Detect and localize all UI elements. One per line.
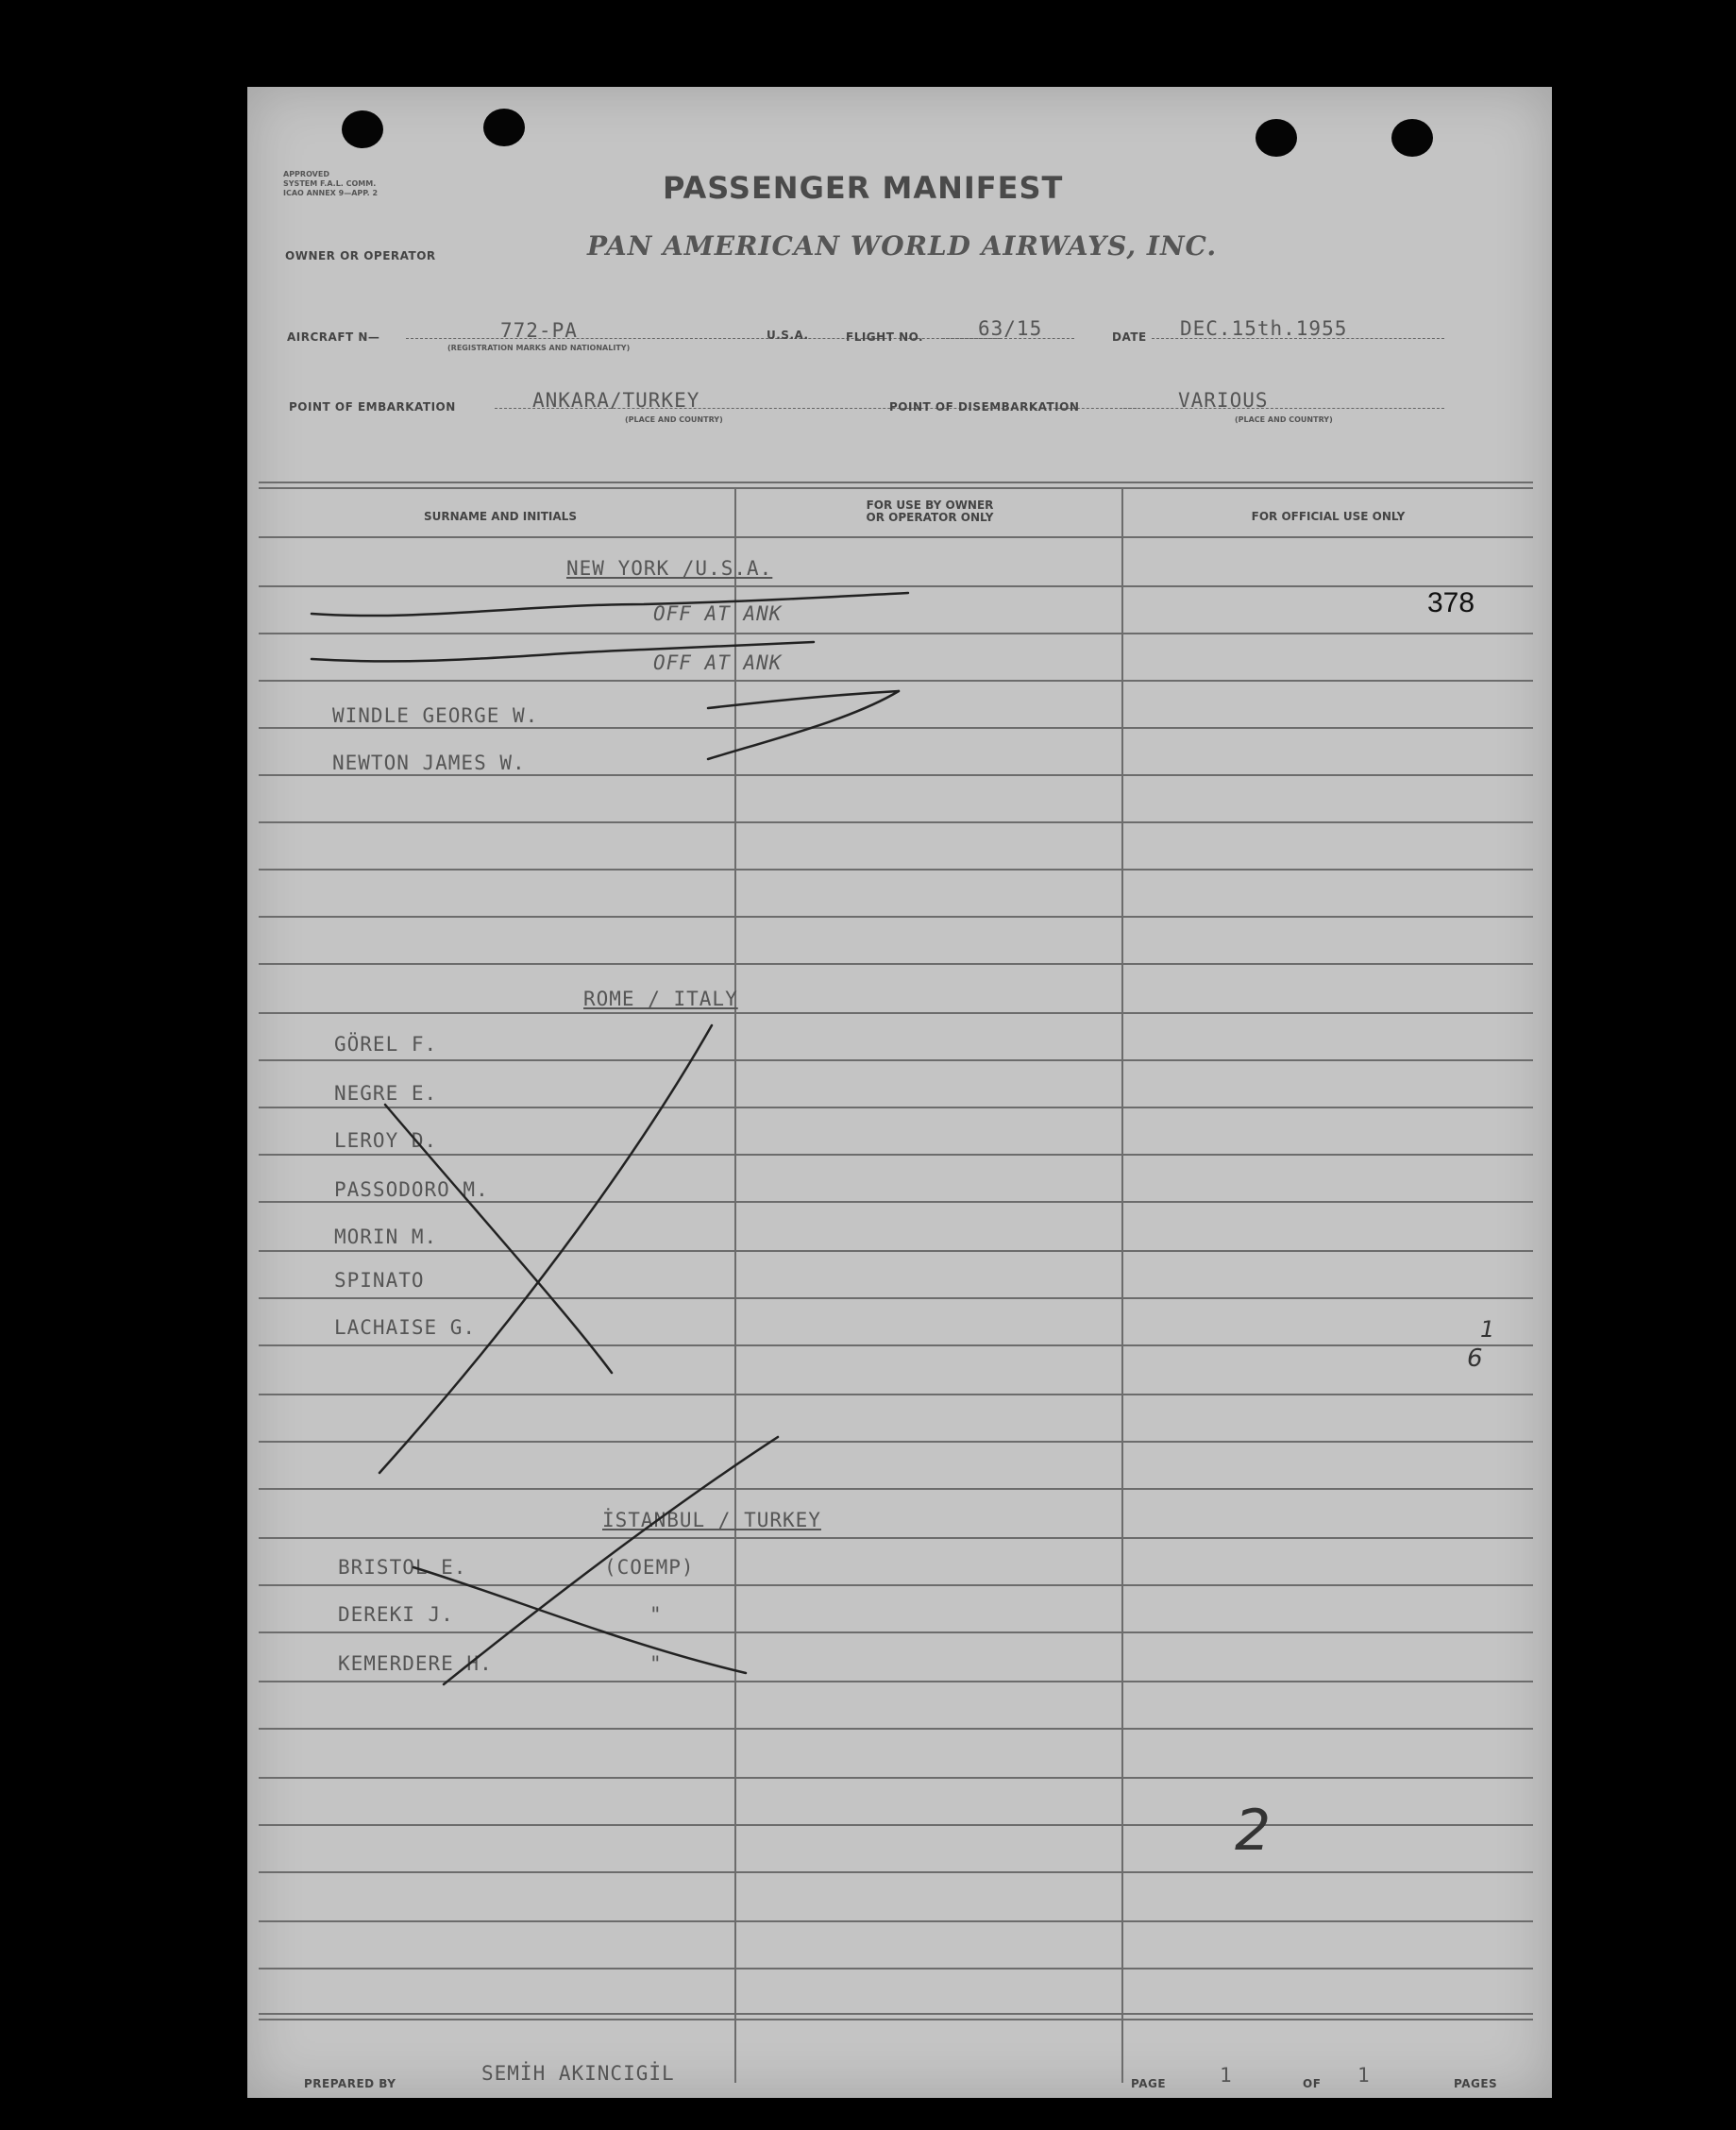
owner-label: OWNER OR OPERATOR	[285, 249, 436, 262]
form-title: PASSENGER MANIFEST	[663, 170, 1064, 206]
passenger-passodoro: PASSODORO M.	[334, 1178, 489, 1201]
passenger-off-1-note: OFF AT ANK	[653, 602, 783, 625]
passenger-leroy: LEROY D.	[334, 1129, 438, 1152]
column-header-official: FOR OFFICIAL USE ONLY	[1251, 510, 1406, 523]
column-header-operator-line1: FOR USE BY OWNER	[866, 499, 994, 512]
passenger-kemerdere: KEMERDERE H.	[338, 1652, 493, 1675]
passenger-negre: NEGRE E.	[334, 1082, 438, 1105]
approval-line-3: ICAO ANNEX 9—APP. 2	[283, 189, 379, 197]
of-label: OF	[1303, 2077, 1322, 2090]
section-istanbul: İSTANBUL / TURKEY	[602, 1509, 821, 1531]
handwritten-two: 2	[1235, 1798, 1272, 1864]
approval-line-2: SYSTEM F.A.L. COMM.	[283, 179, 377, 188]
page-label: PAGE	[1131, 2077, 1167, 2090]
date-label: DATE	[1112, 330, 1147, 344]
passenger-bristol-note: (COEMP)	[604, 1556, 695, 1579]
embarkation-value: ANKARA/TURKEY	[532, 389, 700, 412]
passenger-windle: WINDLE GEORGE W.	[332, 704, 539, 727]
pages-label: PAGES	[1454, 2077, 1498, 2090]
flight-value: 63/15	[978, 317, 1043, 340]
column-header-operator-line2: OR OPERATOR ONLY	[866, 511, 994, 524]
passenger-newton: NEWTON JAMES W.	[332, 752, 526, 774]
section-new-york: NEW YORK /U.S.A.	[566, 557, 773, 580]
passenger-morin: MORIN M.	[334, 1226, 438, 1248]
aircraft-value: 772-PA	[500, 319, 578, 342]
disembarkation-caption: (PLACE AND COUNTRY)	[1235, 415, 1333, 424]
passenger-spinato: SPINATO	[334, 1269, 425, 1292]
passenger-gorel: GÖREL F.	[334, 1033, 438, 1056]
embarkation-label: POINT OF EMBARKATION	[289, 400, 456, 414]
handwritten-cross-outs	[247, 87, 1552, 2098]
section-rome: ROME / ITALY	[583, 988, 738, 1010]
page-value: 1	[1220, 2064, 1233, 2087]
fraction-numerator: 1	[1480, 1316, 1495, 1343]
usa-label: U.S.A.	[767, 329, 809, 342]
manifest-sheet	[247, 87, 1552, 2098]
embarkation-caption: (PLACE AND COUNTRY)	[625, 415, 723, 424]
of-value: 1	[1357, 2064, 1371, 2087]
disembarkation-value: VARIOUS	[1178, 389, 1269, 412]
approval-line-1: APPROVED	[283, 170, 329, 178]
disembarkation-label: POINT OF DISEMBARKATION	[889, 400, 1080, 414]
date-value: DEC.15th.1955	[1180, 317, 1348, 340]
official-number: 378	[1427, 587, 1475, 618]
fraction-denominator: 6	[1467, 1344, 1483, 1373]
passenger-off-2-note: OFF AT ANK	[653, 651, 783, 674]
passenger-lachaise: LACHAISE G.	[334, 1316, 477, 1339]
passenger-dereki: DEREKI J.	[338, 1603, 454, 1626]
flight-label: FLIGHT NO.	[846, 330, 924, 344]
aircraft-label: AIRCRAFT N—	[287, 330, 380, 344]
aircraft-caption: (REGISTRATION MARKS AND NATIONALITY)	[447, 344, 631, 352]
prepared-by-label: PREPARED BY	[304, 2077, 396, 2090]
column-header-surname: SURNAME AND INITIALS	[424, 510, 577, 523]
airline-name: PAN AMERICAN WORLD AIRWAYS, INC.	[587, 230, 1218, 262]
prepared-by-value: SEMİH AKINCIGİL	[481, 2062, 675, 2085]
passenger-dereki-note: "	[649, 1603, 663, 1626]
passenger-bristol: BRISTOL E.	[338, 1556, 467, 1579]
passenger-kemerdere-note: "	[649, 1652, 663, 1675]
